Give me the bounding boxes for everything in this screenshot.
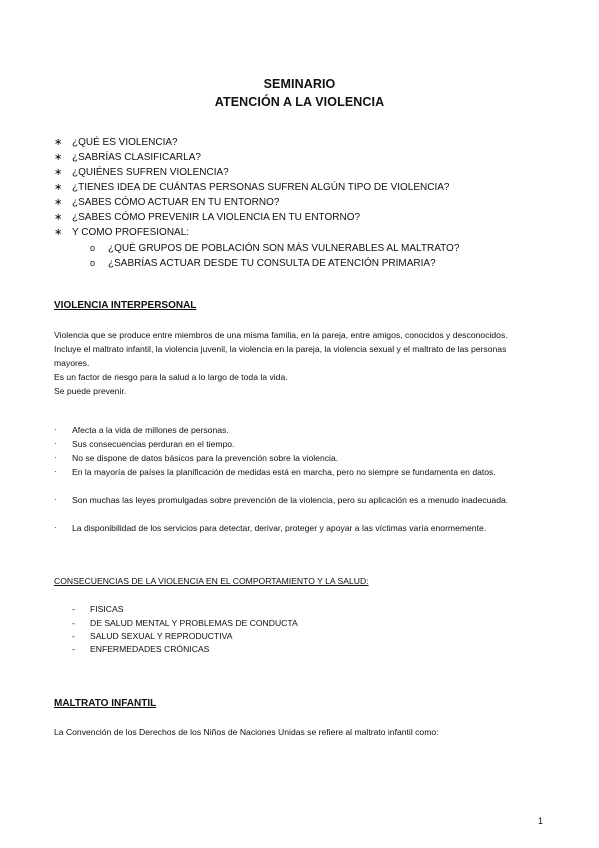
section-paragraph: La Convención de los Derechos de los Niños de Naciones Unidas se refiere al maltrato infantil como: <box>54 727 439 737</box>
dot-bullet-icon: · <box>54 495 57 504</box>
paragraph-line: Violencia que se produce entre miembros de una misma familia, en la pareja, entre amigos, conocidos y desconocidos. <box>54 330 508 340</box>
list-item-text: Son muchas las leyes promulgadas sobre prevención de la violencia, pero su aplicación es a menudo inadecuada. <box>72 495 509 505</box>
sub-question-item <box>90 242 459 255</box>
question-text: ¿QUÉ ES VIOLENCIA? <box>72 137 178 148</box>
list-item-text: DE SALUD MENTAL Y PROBLEMAS DE CONDUCTA <box>90 618 298 628</box>
dash-bullet-icon: - <box>72 644 75 654</box>
question-item <box>54 166 229 179</box>
list-item-text: SALUD SEXUAL Y REPRODUCTIVA <box>90 631 233 641</box>
document-title-line-2: ATENCIÓN A LA VIOLENCIA <box>214 95 385 109</box>
section-heading-maltrato-infantil: MALTRATO INFANTIL <box>54 698 157 709</box>
question-text: ¿TIENES IDEA DE CUÁNTAS PERSONAS SUFREN ALGÚN TIPO DE VIOLENCIA? <box>72 182 450 193</box>
asterisk-bullet-icon: ∗ <box>54 182 63 193</box>
dash-bullet-icon: - <box>72 618 75 628</box>
sub-question-item <box>90 257 436 270</box>
dash-bullet-icon: - <box>72 631 75 641</box>
sub-question-text: ¿SABRÍAS ACTUAR DESDE TU CONSULTA DE ATENCIÓN PRIMARIA? <box>108 258 436 269</box>
circle-bullet-icon: o <box>90 243 96 253</box>
list-item <box>72 643 209 656</box>
section-heading-consecuencias: CONSECUENCIAS DE LA VIOLENCIA EN EL COMPORTAMIENTO Y LA SALUD: <box>54 576 369 586</box>
paragraph-line: Incluye el maltrato infantil, la violencia juvenil, la violencia en la pareja, la violencia sexual y el maltrato de las personas mayores. <box>54 344 507 368</box>
list-item <box>72 617 298 630</box>
document-title-line-1: SEMINARIO <box>263 77 336 91</box>
list-item-text: Sus consecuencias perduran en el tiempo. <box>72 439 235 449</box>
list-item-text: ENFERMEDADES CRÓNICAS <box>90 644 210 654</box>
question-item <box>54 136 178 149</box>
section-heading-violencia-interpersonal: VIOLENCIA INTERPERSONAL <box>54 300 197 311</box>
asterisk-bullet-icon: ∗ <box>54 152 63 163</box>
question-text: ¿SABES CÓMO PREVENIR LA VIOLENCIA EN TU ENTORNO? <box>72 212 361 223</box>
question-text: Y COMO PROFESIONAL: <box>72 227 190 238</box>
question-item <box>54 151 201 164</box>
dot-bullet-icon: · <box>54 453 57 462</box>
list-item-text: No se dispone de datos básicos para la prevención sobre la violencia. <box>72 453 339 463</box>
dot-bullet-icon: · <box>54 523 57 532</box>
circle-bullet-icon: o <box>90 258 96 268</box>
sub-question-text: ¿QUÉ GRUPOS DE POBLACIÓN SON MÁS VULNERABLES AL MALTRATO? <box>108 243 460 254</box>
list-item-text: La disponibilidad de los servicios para detectar, derivar, proteger y apoyar a las víctimas varía enormemente. <box>72 523 487 533</box>
list-item <box>72 603 123 616</box>
asterisk-bullet-icon: ∗ <box>54 167 63 178</box>
question-item <box>54 211 360 224</box>
dash-bullet-icon: - <box>72 604 75 614</box>
list-item-text: En la mayoría de países la planificación de medidas está en marcha, pero no siempre se fundamenta en datos. <box>72 467 496 477</box>
dot-bullet-icon: · <box>54 439 57 448</box>
list-item-text: Afecta a la vida de millones de personas. <box>72 425 229 435</box>
dot-bullet-icon: · <box>54 467 57 476</box>
paragraph-line: Es un factor de riesgo para la salud a lo largo de toda la vida. <box>54 372 288 382</box>
asterisk-bullet-icon: ∗ <box>54 137 63 148</box>
paragraph-line: Se puede prevenir. <box>54 386 127 396</box>
page-number: 1 <box>538 816 544 826</box>
list-item-text: FISICAS <box>90 604 124 614</box>
question-text: ¿SABRÍAS CLASIFICARLA? <box>72 152 201 163</box>
dot-bullet-icon: · <box>54 425 57 434</box>
asterisk-bullet-icon: ∗ <box>54 227 63 238</box>
list-item <box>72 630 232 643</box>
asterisk-bullet-icon: ∗ <box>54 212 63 223</box>
question-item <box>54 196 279 209</box>
asterisk-bullet-icon: ∗ <box>54 197 63 208</box>
question-text: ¿QUIÉNES SUFREN VIOLENCIA? <box>72 167 229 178</box>
question-item <box>54 226 189 239</box>
question-text: ¿SABES CÓMO ACTUAR EN TU ENTORNO? <box>72 197 280 208</box>
section-paragraph <box>54 328 544 398</box>
question-item <box>54 181 450 194</box>
